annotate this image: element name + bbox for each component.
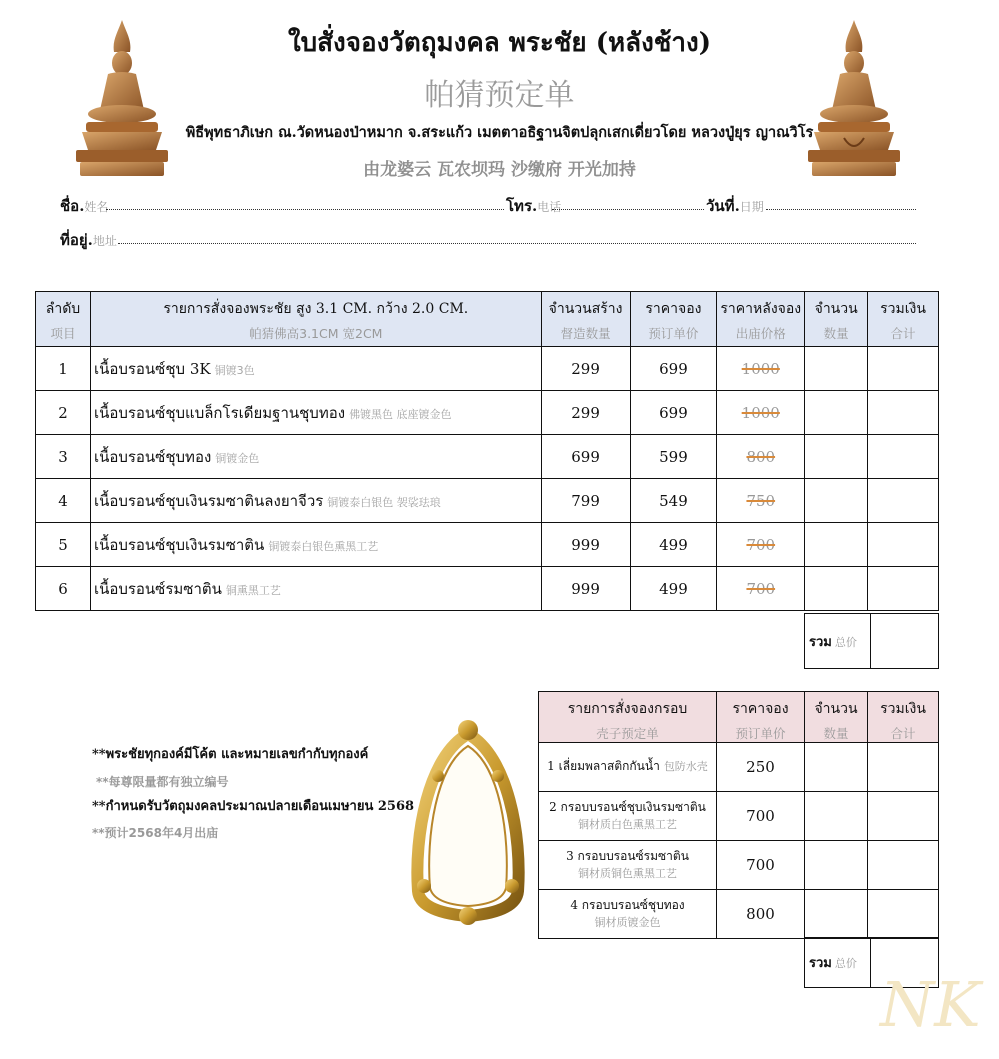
phone-label: โทร.电话	[506, 197, 562, 215]
row-price: 499	[630, 567, 717, 611]
ceremony-subtitle-chinese: 由龙婆云 瓦农坝玛 沙缴府 开光加持	[363, 160, 636, 180]
frame-row-item: 4 กรอบบรอนซ์ชุบทอง 铜材质镀金色	[539, 890, 717, 939]
row-item: เนื้อบรอนซ์ชุบทอง 铜镀金色	[90, 435, 541, 479]
row-price: 599	[630, 435, 717, 479]
frame-row-item: 1 เลี่ยมพลาสติกกันน้ำ 包防水壳	[539, 743, 717, 792]
date-label: วันที่.日期	[706, 197, 764, 215]
row-after-price: 700	[717, 523, 805, 567]
row-qty-made: 699	[541, 435, 630, 479]
row-qty-made: 299	[541, 391, 630, 435]
frame-row-price: 700	[717, 792, 805, 841]
col-item: รายการสั่งจองพระชัย สูง 3.1 CM. กว้าง 2.0 CM. 帕猜佛高3.1CM 宽2CM	[90, 292, 541, 347]
row-after-price: 800	[717, 435, 805, 479]
frame-row-price: 250	[717, 743, 805, 792]
frame-row	[539, 841, 939, 890]
row-item: เนื้อบรอนซ์ชุบแบล็กโรเดียมฐานชุบทอง 佛镀黑色 底座镀金色	[90, 391, 541, 435]
row-after-price: 750	[717, 479, 805, 523]
row-item: เนื้อบรอนซ์รมซาติน 铜熏黑工艺	[90, 567, 541, 611]
table-row	[36, 479, 939, 523]
note-coded-serial-chinese: **每尊限量都有独立编号	[96, 775, 229, 789]
row-qty-made: 299	[541, 347, 630, 391]
row-no: 5	[36, 523, 91, 567]
amulet-order-table	[35, 291, 939, 611]
col-qty: จำนวน 数量	[805, 292, 868, 347]
row-after-price: 700	[717, 567, 805, 611]
frame-header-row	[539, 692, 939, 743]
page-title: ใบสั่งจองวัตถุมงคล พระชัย (หลังช้าง)	[287, 28, 712, 58]
table-row	[36, 523, 939, 567]
frame-col-qty: จำนวน 数量	[805, 692, 868, 743]
date-field[interactable]	[766, 209, 916, 210]
phone-field[interactable]	[552, 209, 704, 210]
frame-row	[539, 890, 939, 939]
col-qty-made: จำนวนสร้าง 督造数量	[541, 292, 630, 347]
note-pickup-date-chinese: **预计2568年4月出庙	[92, 826, 219, 840]
frame-col-total: รวมเงิน 合计	[868, 692, 939, 743]
table-header-row	[36, 292, 939, 347]
row-price: 499	[630, 523, 717, 567]
frame-order-table	[538, 691, 939, 939]
row-qty-input[interactable]	[805, 567, 868, 611]
sum-total-input[interactable]	[870, 614, 938, 669]
frame-row-total-input[interactable]	[868, 743, 939, 792]
frame-row-item: 3 กรอบบรอนซ์รมซาติน 铜材质铜色熏黑工艺	[539, 841, 717, 890]
watermark-logo: NK	[880, 968, 981, 1041]
amulet-sum-box	[804, 613, 939, 669]
frame-row-total-input[interactable]	[868, 890, 939, 939]
row-after-price: 1000	[717, 391, 805, 435]
row-qty-input[interactable]	[805, 523, 868, 567]
row-price: 549	[630, 479, 717, 523]
row-qty-made: 999	[541, 523, 630, 567]
frame-col-price: ราคาจอง 预订单价	[717, 692, 805, 743]
row-no: 6	[36, 567, 91, 611]
address-field[interactable]	[118, 243, 916, 244]
row-no: 1	[36, 347, 91, 391]
row-price: 699	[630, 347, 717, 391]
sum-label: รวม 总价	[805, 614, 871, 669]
frame-sum-label: รวม 总价	[805, 938, 871, 988]
form-row-1	[60, 194, 920, 216]
ceremony-subtitle: พิธีพุทธาภิเษก ณ.วัดหนองป่าหมาก จ.สระแก้ว เมตตาอธิฐานจิตปลุกเสกเดี่ยวโดย หลวงปู่ยุร ญาณวิโร	[185, 124, 814, 141]
row-total-input[interactable]	[868, 567, 939, 611]
name-field[interactable]	[106, 209, 504, 210]
row-item: เนื้อบรอนซ์ชุบเงินรมซาตินลงยาจีวร 铜镀泰白银色 袈裟珐琅	[90, 479, 541, 523]
row-qty-input[interactable]	[805, 391, 868, 435]
row-total-input[interactable]	[868, 523, 939, 567]
frame-row-total-input[interactable]	[868, 841, 939, 890]
row-total-input[interactable]	[868, 391, 939, 435]
row-no: 2	[36, 391, 91, 435]
col-price: ราคาจอง 预订单价	[630, 292, 717, 347]
frame-row-price: 800	[717, 890, 805, 939]
frame-row	[539, 743, 939, 792]
row-no: 4	[36, 479, 91, 523]
frame-row-item: 2 กรอบบรอนซ์ชุบเงินรมซาติน 铜材质白色熏黑工艺	[539, 792, 717, 841]
note-coded-serial: **พระชัยทุกองค์มีโค้ต และหมายเลขกำกับทุกองค์	[92, 747, 369, 762]
frame-row-qty-input[interactable]	[805, 792, 868, 841]
row-item: เนื้อบรอนซ์ชุบเงินรมซาติน 铜镀泰白银色熏黑工艺	[90, 523, 541, 567]
row-item: เนื้อบรอนซ์ชุบ 3K 铜镀3色	[90, 347, 541, 391]
frame-row-qty-input[interactable]	[805, 841, 868, 890]
row-total-input[interactable]	[868, 479, 939, 523]
frame-col-item: รายการสั่งจองกรอบ 壳子预定单	[539, 692, 717, 743]
address-label: ที่อยู่.地址	[60, 231, 117, 249]
frame-row	[539, 792, 939, 841]
table-row	[36, 347, 939, 391]
row-qty-input[interactable]	[805, 347, 868, 391]
row-qty-input[interactable]	[805, 479, 868, 523]
row-total-input[interactable]	[868, 435, 939, 479]
table-row	[36, 435, 939, 479]
table-row	[36, 567, 939, 611]
row-qty-input[interactable]	[805, 435, 868, 479]
col-after-price: ราคาหลังจอง 出庙价格	[717, 292, 805, 347]
row-total-input[interactable]	[868, 347, 939, 391]
frame-row-price: 700	[717, 841, 805, 890]
note-pickup-date: **กำหนดรับวัตถุมงคลประมาณปลายเดือนเมษายน 2568	[92, 799, 415, 814]
golden-frame-image	[408, 716, 528, 928]
row-qty-made: 799	[541, 479, 630, 523]
row-after-price: 1000	[717, 347, 805, 391]
form-row-2	[60, 228, 920, 250]
col-no: ลำดับ 项目	[36, 292, 91, 347]
name-label: ชื่อ.姓名	[60, 197, 109, 215]
page-title-chinese: 帕猜预定单	[424, 78, 575, 113]
row-no: 3	[36, 435, 91, 479]
col-total: รวมเงิน 合计	[868, 292, 939, 347]
frame-row-qty-input[interactable]	[805, 743, 868, 792]
row-price: 699	[630, 391, 717, 435]
row-qty-made: 999	[541, 567, 630, 611]
frame-row-qty-input[interactable]	[805, 890, 868, 939]
table-row	[36, 391, 939, 435]
frame-row-total-input[interactable]	[868, 792, 939, 841]
